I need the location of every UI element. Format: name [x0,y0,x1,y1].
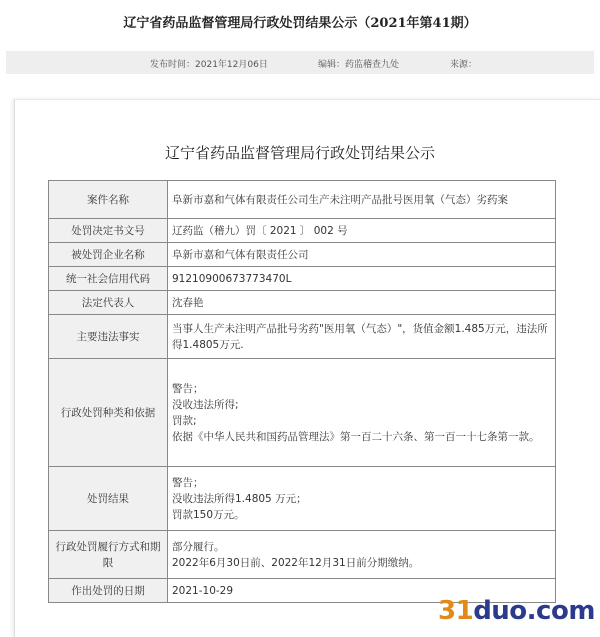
row-value: 2021-10-29 [168,579,556,603]
penalty-table [48,180,556,603]
penalty-basis-line: 没收违法所得; [172,398,239,411]
row-value [168,467,556,531]
row-value: 阜新市嘉和气体有限责任公司 [168,243,556,267]
table-row [49,181,556,219]
penalty-basis-line: 罚款; [172,414,197,427]
row-label: 处罚决定书文号 [49,219,168,243]
editor [318,57,399,70]
source-label: 来源： [450,60,478,70]
row-label: 行政处罚种类和依据 [49,359,168,467]
meta-bar [6,51,594,74]
table-row [49,291,556,315]
penalty-basis-line: 警告； [172,382,204,395]
table-row [49,315,556,359]
penalty-basis-line: 依据《中华人民共和国药品管理法》第一百二十六条、第一百一十七条第一款。 [172,430,540,443]
editor-value: 药监稽查九处 [345,60,400,70]
publish-time [150,57,268,70]
row-label: 处罚结果 [49,467,168,531]
penalty-result-line: 罚款150万元。 [172,508,245,521]
table-row [49,359,556,467]
row-label: 统一社会信用代码 [49,267,168,291]
page-title: 辽宁省药品监督管理局行政处罚结果公示（2021年第41期） [123,16,477,31]
row-value [168,359,556,467]
row-label: 行政处罚履行方式和期限 [49,531,168,579]
site-watermark [438,596,595,626]
row-value: 沈春艳 [168,291,556,315]
table-row [49,219,556,243]
table-row [49,467,556,531]
table-row [49,267,556,291]
watermark-number: 31 [438,596,474,626]
row-value: 阜新市嘉和气体有限责任公司生产未注明产品批号医用氧（气态）劣药案 [168,181,556,219]
row-label: 案件名称 [49,181,168,219]
fulfillment-line: 2022年6月30日前、2022年12月31日前分期缴纳。 [172,556,420,569]
row-label: 法定代表人 [49,291,168,315]
penalty-result-line: 没收违法所得1.4805 万元； [172,492,307,505]
publish-label: 发布时间： [150,60,196,70]
row-label: 被处罚企业名称 [49,243,168,267]
penalty-result-line: 警告； [172,476,204,489]
row-value: 91210900673773470L [168,267,556,291]
row-label: 主要违法事实 [49,315,168,359]
fulfillment-line: 部分履行。 [172,540,225,553]
row-value: 辽药监（稽九）罚〔 2021 〕 002 号 [168,219,556,243]
watermark-domain: duo.com [473,596,595,626]
document-title: 辽宁省药品监督管理局行政处罚结果公示 [164,144,435,162]
row-value [168,531,556,579]
editor-label: 编辑： [318,60,346,70]
row-label: 作出处罚的日期 [49,579,168,603]
row-value: 当事人生产未注明产品批号劣药"医用氧（气态）"，货值金额1.485万元，违法所得1.4805万元. [168,315,556,359]
table-row [49,243,556,267]
table-row [49,531,556,579]
publish-date: 2021年12月06日 [195,60,268,70]
